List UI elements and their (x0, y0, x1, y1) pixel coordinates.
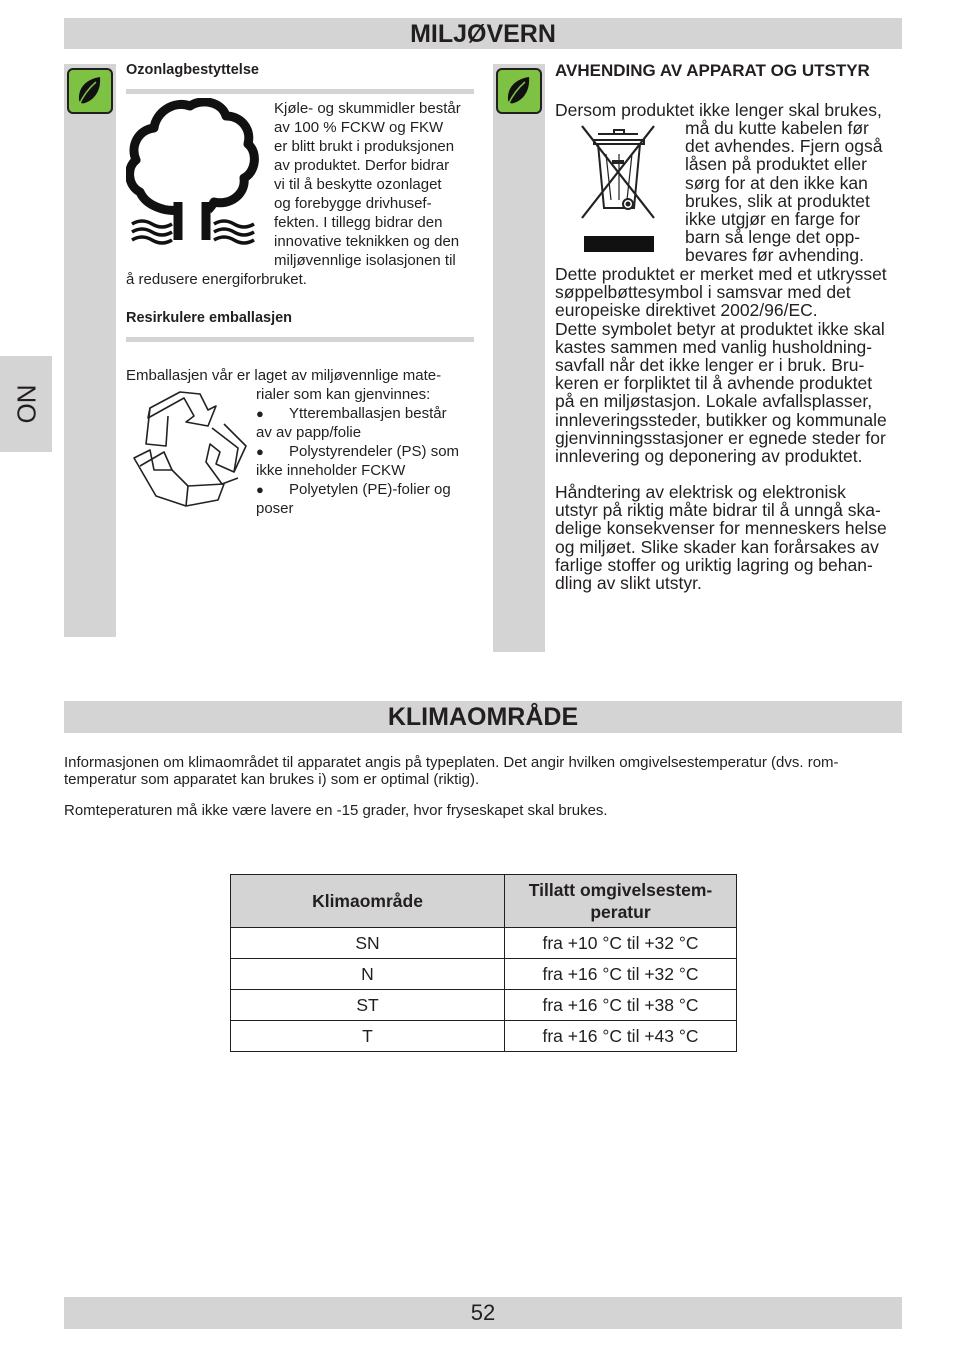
text-line: bevares før avhending. (685, 245, 864, 266)
text-line: av 100 % FCKW og FKW (274, 119, 444, 136)
text-line: å redusere energiforbruket. (126, 271, 307, 288)
text-line: fekten. I tillegg bidrar den (274, 214, 443, 231)
text-line: det avhendes. Fjern også (685, 136, 883, 157)
text-line: søppelbøttesymbol i samsvar med det (555, 282, 851, 303)
header-line: peratur (590, 902, 651, 922)
disposal-intro-wrapped (685, 119, 883, 265)
list-item: ● Ytteremballasjen består (256, 405, 447, 422)
section-header-banner (64, 18, 902, 49)
bullet: ● (256, 406, 264, 421)
column-header-temperature (505, 875, 737, 928)
disposal-heading: AVHENDING AV APPARAT OG UTSTYR (555, 61, 870, 80)
climate-paragraph-2: Romteperaturen må ikke være lavere en -15 grader, hvor fryseskapet skal brukes. (64, 802, 608, 819)
ozone-text-last (126, 270, 307, 289)
text-line: ikke utgjør en farge for (685, 209, 861, 230)
left-margin-bar (64, 64, 116, 637)
text-line: innovative teknikken og den (274, 233, 460, 250)
leaf-icon (67, 68, 113, 114)
text-line: rialer som kan gjenvinnes: (256, 386, 431, 403)
tree-icon (126, 98, 260, 251)
table-cell: ST (231, 990, 505, 1021)
packaging-list (256, 385, 459, 518)
column-header-climate: Klimaområde (231, 875, 505, 928)
text-line: Kjøle- og skummidler består (274, 100, 461, 117)
text-line: sørg for at den ikke kan (685, 172, 868, 193)
header-line: Tillatt omgivelsestem- (528, 880, 713, 900)
disposal-paragraph-3 (555, 483, 887, 592)
crossed-bin-icon (578, 124, 658, 257)
table-cell: fra +16 °C til +32 °C (505, 959, 737, 990)
text-line: farlige stoffer og uriktig lagring og behan- (555, 554, 873, 575)
text-line: gjenvinningsstasjoner er egnede steder for (555, 427, 886, 448)
text-line: kastes sammen med vanlig husholdning- (555, 336, 873, 357)
climate-table (230, 874, 737, 1052)
list-item: ● Polystyrendeler (PS) som (256, 443, 460, 460)
text-line: keren er forpliktet til å avhende produktet (555, 373, 873, 394)
table-cell: fra +16 °C til +38 °C (505, 990, 737, 1021)
text-line: Dersom produktet ikke lenger skal brukes, (555, 100, 882, 120)
text-line: er blitt brukt i produksjonen (274, 138, 455, 155)
packaging-divider (126, 337, 474, 342)
ozone-heading: Ozonlagbestyttelse (126, 62, 259, 78)
text-line: låsen på produktet eller (685, 154, 867, 175)
text-line: savfall når det ikke lenger er i bruk. Bru- (555, 355, 865, 376)
page-footer (64, 1297, 902, 1329)
list-item-cont: av av papp/folie (256, 424, 362, 441)
language-tab (0, 356, 52, 452)
text-line: Emballasjen vår er laget av miljøvennlige mate- (126, 367, 442, 384)
text-line: temperatur som apparatet kan brukes i) som er optimal (riktig). (64, 770, 480, 788)
disposal-intro-first (555, 101, 882, 119)
list-item: ● Polyetylen (PE)-folier og (256, 481, 451, 498)
bullet: ● (256, 482, 264, 497)
text-line: Dette symbolet betyr at produktet ikke skal (555, 318, 885, 339)
text-line: innleveringssteder, butikker og kommunale (555, 409, 887, 430)
list-item-cont: ikke inneholder FCKW (256, 462, 406, 479)
disposal-paragraph-2 (555, 265, 887, 465)
text-line: Informasjonen om klimaområdet til apparatet angis på typeplaten. Det angir hvilken omgivelsestemperatur (dvs. rom- (64, 754, 839, 771)
text-line: vi til å beskytte ozonlaget (274, 176, 442, 193)
bullet: ● (256, 444, 264, 459)
table-cell: N (231, 959, 505, 990)
table-cell: T (231, 1021, 505, 1052)
ozone-text-wrapped (274, 99, 461, 270)
table-row (231, 1021, 737, 1052)
page-number: 52 (470, 1300, 496, 1325)
text-line: miljøvennlige isolasjonen til (274, 252, 456, 269)
packaging-intro (126, 366, 441, 385)
recycle-icon (128, 388, 252, 515)
right-margin-bar (493, 64, 545, 652)
climate-banner (64, 701, 902, 733)
text-line: innlevering og deponering av produktet. (555, 446, 863, 467)
list-item-cont: poser (256, 500, 294, 517)
table-header-row (231, 875, 737, 928)
packaging-heading: Resirkulere emballasjen (126, 310, 293, 326)
table-row (231, 928, 737, 959)
text-line: på en miljøstasjon. Lokale avfallsplasser, (555, 391, 873, 412)
climate-paragraph-1 (64, 755, 839, 788)
table-cell: fra +16 °C til +43 °C (505, 1021, 737, 1052)
text-line: utstyr på riktig måte bidrar til å unngå ska- (555, 500, 881, 521)
text-line: Håndtering av elektrisk og elektronisk (555, 482, 846, 502)
text-line: og miljøet. Slike skader kan forårsakes av (555, 536, 879, 557)
text-line: delige konsekvenser for menneskers helse (555, 518, 887, 539)
section-title: MILJØVERN (410, 20, 556, 48)
ozone-divider (126, 89, 474, 94)
text-line: europeiske direktivet 2002/96/EC. (555, 300, 818, 321)
text-line: Dette produktet er merket med et utkrysset (555, 264, 887, 284)
text-line: må du kutte kabelen før (685, 118, 869, 138)
language-tab-label: NO (11, 384, 42, 424)
text-line: av produktet. Derfor bidrar (274, 157, 450, 174)
text-line: og forebygge drivhusef- (274, 195, 432, 212)
table-row (231, 990, 737, 1021)
table-cell: SN (231, 928, 505, 959)
leaf-icon (496, 68, 542, 114)
climate-title: KLIMAOMRÅDE (387, 703, 579, 731)
table-cell: fra +10 °C til +32 °C (505, 928, 737, 959)
text-line: dling av slikt utstyr. (555, 573, 702, 594)
text-line: barn så lenge det opp- (685, 227, 861, 248)
table-row (231, 959, 737, 990)
text-line: brukes, slik at produktet (685, 190, 870, 211)
